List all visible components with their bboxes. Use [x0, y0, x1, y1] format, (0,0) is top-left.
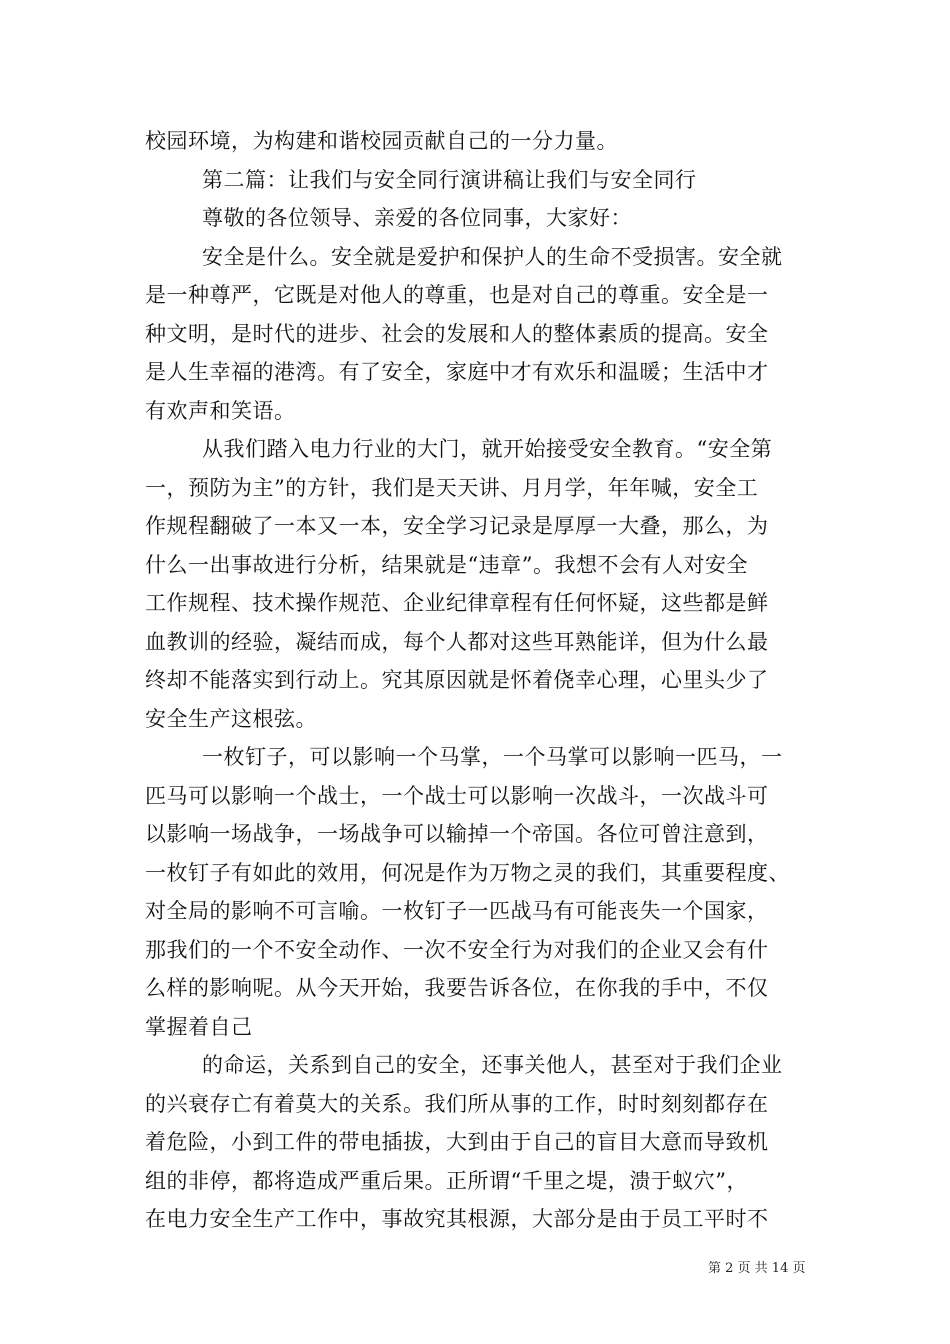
text-line: 一，预防为主”的方针，我们是天天讲、月月学，年年喊，安全工: [145, 475, 759, 500]
text-line: 一枚钉子有如此的效用，何况是作为万物之灵的我们，其重要程度、: [145, 860, 790, 885]
text-line: 终却不能落实到行动上。究其原因就是怀着侥幸心理，心里头少了: [145, 668, 769, 692]
text-line: 有欢声和笑语。: [145, 398, 296, 423]
text-line: 的命运，关系到自己的安全，还事关他人，甚至对于我们企业: [202, 1053, 783, 1077]
document-body: [145, 122, 825, 1239]
text-line: 掌握着自己: [145, 1014, 253, 1039]
text-line: 一枚钉子，可以影响一个马掌，一个马掌可以影响一匹马，一: [202, 745, 783, 769]
text-line: 着危险，小到工件的带电插拔，大到由于自己的盲目大意而导致机: [145, 1130, 769, 1154]
text-line: 是一种尊严，它既是对他人的尊重，也是对自己的尊重。安全是一: [145, 283, 769, 307]
page-number-footer: 第 2 页 共 14 页: [708, 1261, 806, 1276]
text-line: 作规程翻破了一本又一本，安全学习记录是厚厚一大叠，那么，为: [145, 514, 769, 538]
text-line: 安全是什么。安全就是爱护和保护人的生命不受损害。安全就: [202, 244, 783, 269]
text-line: 第二篇：让我们与安全同行演讲稿让我们与安全同行: [202, 167, 697, 192]
text-line: 那我们的一个不安全动作、一次不安全行为对我们的企业又会有什: [145, 937, 769, 962]
text-line: 匹马可以影响一个战士，一个战士可以影响一次战斗，一次战斗可: [145, 783, 769, 808]
text-line: 的兴衰存亡有着莫大的关系。我们所从事的工作，时时刻刻都存在: [145, 1091, 769, 1116]
text-line: 么样的影响呢。从今天开始，我要告诉各位，在你我的手中，不仅: [145, 976, 769, 1000]
text-line: 以影响一场战争，一场战争可以输掉一个帝国。各位可曾注意到，: [145, 822, 769, 846]
text-line: 血教训的经验，凝结而成，每个人都对这些耳熟能详，但为什么最: [145, 629, 769, 654]
text-line: 对全局的影响不可言喻。一枚钉子一匹战马有可能丧失一个国家，: [145, 899, 769, 923]
text-line: 校园环境，为构建和谐校园贡献自己的一分力量。: [145, 129, 618, 153]
text-line: 尊敬的各位领导、亲爱的各位同事，大家好：: [202, 206, 632, 230]
text-line: 在电力安全生产工作中，事故究其根源，大部分是由于员工平时不: [145, 1207, 769, 1231]
text-line: 种文明，是时代的进步、社会的发展和人的整体素质的提高。安全: [145, 321, 769, 346]
text-line: 安全生产这根弦。: [145, 706, 317, 731]
text-line: 组的非停，都将造成严重后果。正所谓“千里之堤，溃于蚁穴”，: [145, 1168, 748, 1193]
text-line: 是人生幸福的港湾。有了安全，家庭中才有欢乐和温暖；生活中才: [145, 360, 769, 384]
text-line: 什么一出事故进行分析，结果就是“违章”。我想不会有人对安全: [145, 552, 748, 577]
text-line: 工作规程、技术操作规范、企业纪律章程有任何怀疑，这些都是鲜: [145, 591, 769, 615]
text-line: 从我们踏入电力行业的大门，就开始接受安全教育。“安全第: [202, 437, 773, 461]
